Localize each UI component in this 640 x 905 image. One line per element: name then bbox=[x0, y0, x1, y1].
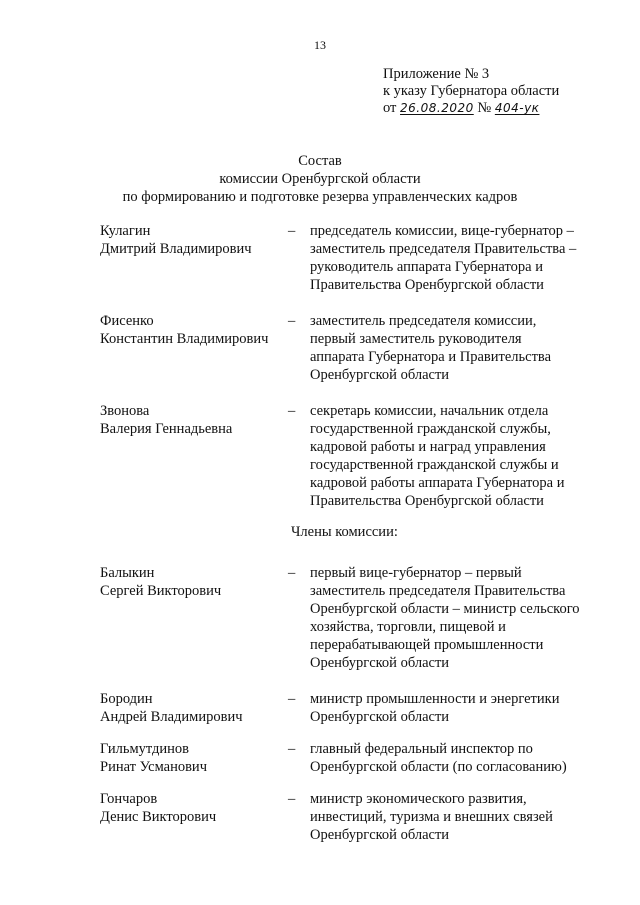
appendix-decree-reference: к указу Губернатора области bbox=[383, 83, 560, 99]
handwritten-number: 404-ук bbox=[494, 101, 540, 115]
position-line: заместитель председателя комиссии, bbox=[310, 313, 537, 329]
member-entry bbox=[100, 402, 600, 510]
member-entry bbox=[100, 690, 600, 726]
member-name bbox=[100, 740, 288, 776]
member-given-names: Ринат Усманович bbox=[100, 759, 207, 775]
position-line: аппарата Губернатора и Правительства bbox=[310, 349, 552, 365]
position-line: инвестиций, туризма и внешних связей bbox=[310, 809, 553, 825]
dash-separator: – bbox=[288, 691, 296, 707]
dash-separator: – bbox=[288, 791, 296, 807]
member-name bbox=[100, 690, 288, 726]
member-given-names: Денис Викторович bbox=[100, 809, 217, 825]
member-position bbox=[310, 312, 600, 384]
position-line: Правительства Оренбургской области bbox=[310, 277, 544, 293]
member-position bbox=[310, 790, 600, 844]
commission-composition bbox=[100, 222, 600, 844]
member-name bbox=[100, 564, 288, 600]
position-line: перерабатывающей промышленности bbox=[310, 637, 544, 653]
position-line: Оренбургской области (по согласованию) bbox=[310, 759, 567, 775]
member-surname: Балыкин bbox=[100, 565, 155, 581]
position-line: Оренбургской области bbox=[310, 367, 450, 383]
position-line: заместитель председателя Правительства bbox=[310, 583, 566, 599]
member-name bbox=[100, 312, 288, 348]
position-line: руководитель аппарата Губернатора и bbox=[310, 259, 543, 275]
member-entry bbox=[100, 222, 600, 294]
dash-separator: – bbox=[288, 403, 296, 419]
position-line: Оренбургской области bbox=[310, 827, 450, 843]
member-given-names: Андрей Владимирович bbox=[100, 709, 243, 725]
member-entry bbox=[100, 564, 600, 672]
title-line-2: комиссии Оренбургской области bbox=[219, 171, 421, 187]
members-heading: Члены комиссии: bbox=[291, 524, 398, 540]
position-line: министр экономического развития, bbox=[310, 791, 527, 807]
member-surname: Звонова bbox=[100, 403, 150, 419]
position-line: Правительства Оренбургской области bbox=[310, 493, 544, 509]
position-line: главный федеральный инспектор по bbox=[310, 741, 533, 757]
title-line-1: Состав bbox=[298, 153, 342, 169]
member-name bbox=[100, 222, 288, 258]
member-given-names: Дмитрий Владимирович bbox=[100, 241, 252, 257]
member-surname: Кулагин bbox=[100, 223, 151, 239]
appendix-date-line bbox=[383, 100, 559, 117]
position-line: государственной гражданской службы, bbox=[310, 421, 551, 437]
position-line: секретарь комиссии, начальник отдела bbox=[310, 403, 549, 419]
position-line: кадровой работы аппарата Губернатора и bbox=[310, 475, 565, 491]
position-line: первый заместитель руководителя bbox=[310, 331, 522, 347]
position-line: министр промышленности и энергетики bbox=[310, 691, 560, 707]
position-line: первый вице-губернатор – первый bbox=[310, 565, 522, 581]
member-given-names: Константин Владимирович bbox=[100, 331, 269, 347]
member-position bbox=[310, 690, 600, 726]
dash-separator: – bbox=[288, 223, 296, 239]
member-surname: Гильмутдинов bbox=[100, 741, 190, 757]
position-line: Оренбургской области bbox=[310, 709, 450, 725]
member-name bbox=[100, 790, 288, 826]
dash-separator: – bbox=[288, 741, 296, 757]
dash-separator: – bbox=[288, 313, 296, 329]
member-surname: Бородин bbox=[100, 691, 153, 707]
date-prefix: от bbox=[383, 100, 397, 116]
position-line: заместитель председателя Правительства – bbox=[310, 241, 577, 257]
member-given-names: Сергей Викторович bbox=[100, 583, 222, 599]
position-line: Оренбургской области – министр сельского bbox=[310, 601, 580, 617]
number-prefix: № bbox=[477, 100, 492, 116]
dash-separator: – bbox=[288, 565, 296, 581]
member-entry bbox=[100, 790, 600, 844]
appendix-title: Приложение № 3 bbox=[383, 66, 490, 82]
member-entry bbox=[100, 740, 600, 776]
document-title bbox=[0, 152, 640, 206]
position-line: государственной гражданской службы и bbox=[310, 457, 559, 473]
member-given-names: Валерия Геннадьевна bbox=[100, 421, 233, 437]
page-number: 13 bbox=[314, 38, 326, 52]
position-line: Оренбургской области bbox=[310, 655, 450, 671]
member-surname: Гончаров bbox=[100, 791, 158, 807]
appendix-header bbox=[383, 66, 559, 117]
position-line: хозяйства, торговли, пищевой и bbox=[310, 619, 506, 635]
position-line: председатель комиссии, вице-губернатор – bbox=[310, 223, 574, 239]
title-line-3: по формированию и подготовке резерва управленческих кадров bbox=[122, 189, 518, 205]
member-name bbox=[100, 402, 288, 438]
member-position bbox=[310, 740, 600, 776]
member-position bbox=[310, 222, 600, 294]
handwritten-date: 26.08.2020 bbox=[400, 101, 474, 115]
member-position bbox=[310, 564, 600, 672]
member-position bbox=[310, 402, 600, 510]
member-entry bbox=[100, 312, 600, 384]
member-surname: Фисенко bbox=[100, 313, 154, 329]
position-line: кадровой работы и наград управления bbox=[310, 439, 546, 455]
